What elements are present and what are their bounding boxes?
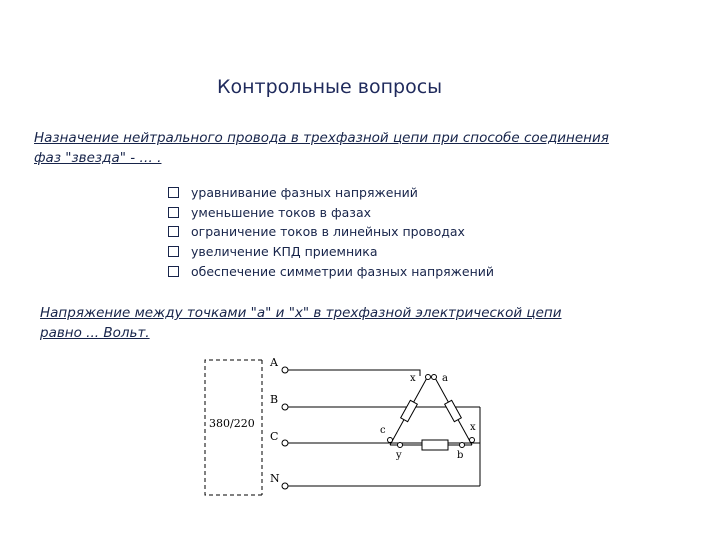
node-b [460,443,465,448]
node-c [388,438,393,443]
page-title: Контрольные вопросы [217,76,443,98]
resistor-left [401,400,418,421]
node-y [398,443,403,448]
wire-a [288,370,420,376]
label-node-y: y [396,450,402,461]
label-node-c: c [380,425,386,436]
node-a [432,375,437,380]
terminal-a [282,367,288,373]
label-line-a: A [270,356,278,369]
answer-option-label: увеличение КПД приемника [191,244,378,260]
resistor-bottom [422,440,448,450]
answer-option-label: ограничение токов в линейных проводах [191,224,465,240]
label-line-b: B [270,393,279,406]
node-x [426,375,431,380]
node-x2 [470,438,475,443]
resistor-right [445,400,462,421]
answer-option-label: уменьшение токов в фазах [191,204,372,220]
label-node-a: a [442,373,448,384]
answer-option-label: обеспечение симметрии фазных напряжений [191,263,495,279]
label-line-c: C [270,430,279,443]
label-line-n: N [270,472,280,485]
terminal-c [282,440,288,446]
question-1-line-1: Назначение нейтрального провода в трехфазной цепи при способе соединения [34,130,609,146]
terminal-n [282,483,288,489]
question-2-line-2: равно ... Вольт. [40,325,150,341]
answer-option-label: уравнивание фазных напряжений [191,185,418,201]
question-1-line-2: фаз "звезда" - … . [34,150,162,166]
label-node-x: x [410,373,416,384]
question-2-line-1: Напряжение между точками "a" и "x" в трехфазной электрической цепи [40,305,562,321]
label-node-x2: x [470,422,476,433]
label-node-b: b [457,450,464,461]
terminal-b [282,404,288,410]
label-source-voltage: 380/220 [209,417,255,430]
